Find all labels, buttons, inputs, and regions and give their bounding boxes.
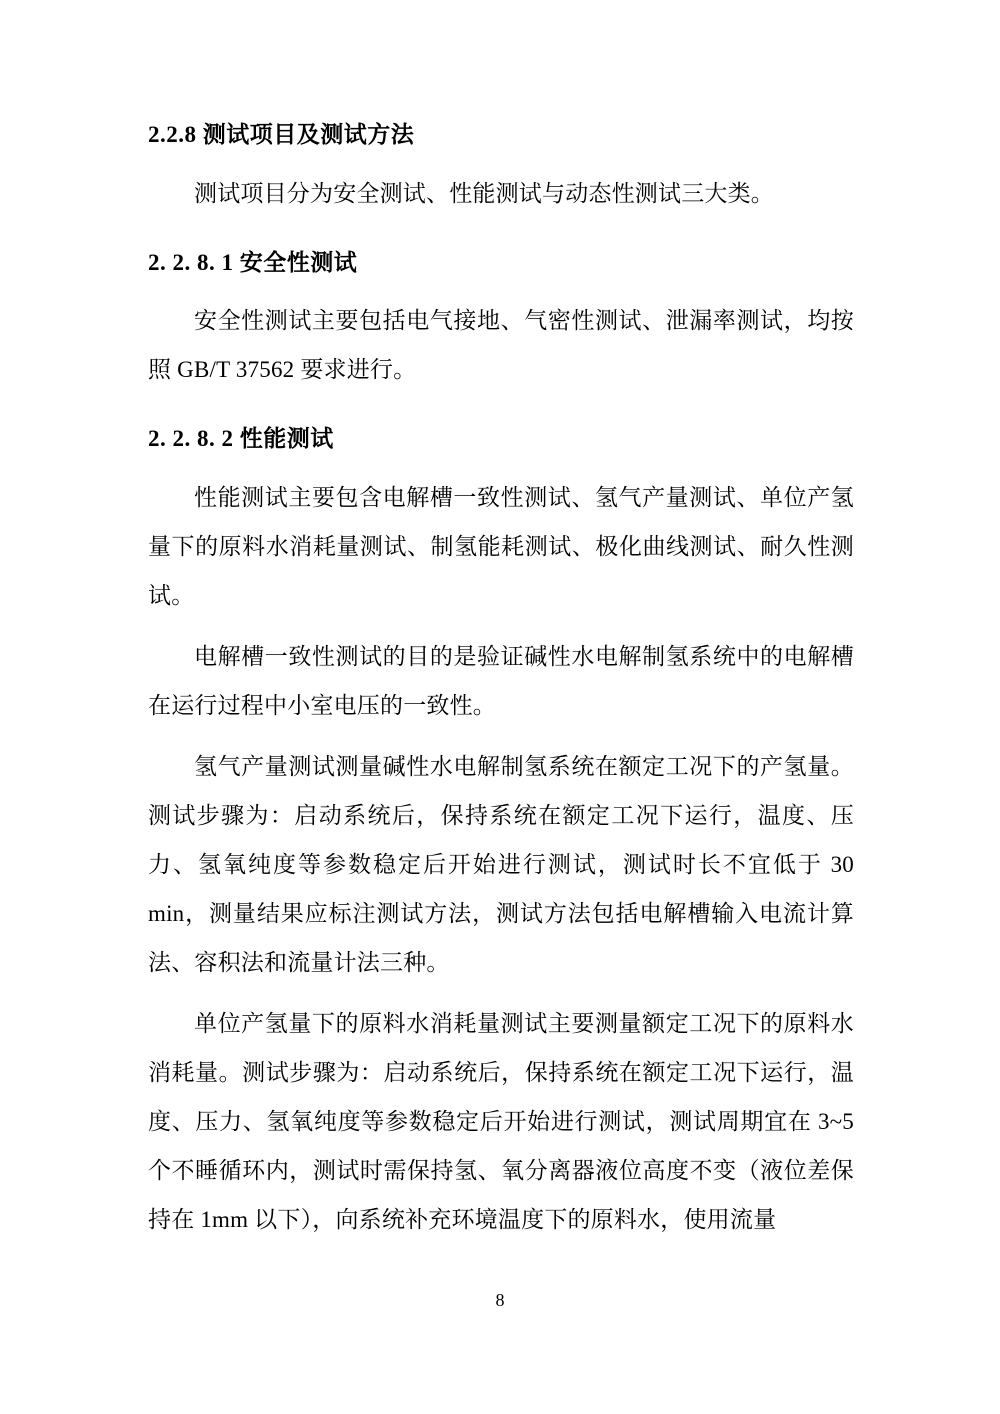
- paragraph-stack-consistency-test: 电解槽一致性测试的目的是验证碱性水电解制氢系统中的电解槽在运行过程中小室电压的一致性。: [148, 643, 854, 718]
- paragraph-water-consumption-test: 单位产氢量下的原料水消耗量测试主要测量额定工况下的原料水消耗量。测试步骤为：启动系统后，保持系统在额定工况下运行，温度、压力、氢氧纯度等参数稳定后开始进行测试，测试周期宜在 3~5 个不睡循环内，测试时需保持氢、氧分离器液位高度不变（液位差保持在 1mm 以下），向系统补充环境温度下的原料水，使用流量: [148, 1010, 854, 1232]
- section-heading-2-2-8-block: [148, 118, 854, 153]
- paragraph-hydrogen-output-test: 氢气产量测试测量碱性水电解制氢系统在额定工况下的产氢量。测试步骤为：启动系统后，保持系统在额定工况下运行，温度、压力、氢氧纯度等参数稳定后开始进行测试，测试时长不宜低于 30 min，测量结果应标注测试方法，测试方法包括电解槽输入电流计算法、容积法和流量计法三种。: [148, 753, 854, 975]
- section-heading-2-2-8-2-block: [148, 422, 854, 457]
- section-heading-2-2-8-1-block: [148, 246, 854, 281]
- paragraph-test-categories: 测试项目分为安全测试、性能测试与动态性测试三大类。: [194, 180, 774, 206]
- section-heading-2-2-8-1: 2. 2. 8. 1 安全性测试: [148, 249, 358, 275]
- section-heading-2-2-8-2: 2. 2. 8. 2 性能测试: [148, 426, 334, 451]
- section-heading-2-2-8: 2.2.8 测试项目及测试方法: [148, 122, 415, 147]
- page-number: 8: [495, 1290, 505, 1310]
- page-content: [148, 118, 854, 1244]
- paragraph-performance-test-overview: 性能测试主要包含电解槽一致性测试、氢气产量测试、单位产氢量下的原料水消耗量测试、制氢能耗测试、极化曲线测试、耐久性测试。: [148, 484, 854, 608]
- paragraph-safety-test: 安全性测试主要包括电气接地、气密性测试、泄漏率测试，均按照 GB/T 37562 要求进行。: [148, 308, 854, 382]
